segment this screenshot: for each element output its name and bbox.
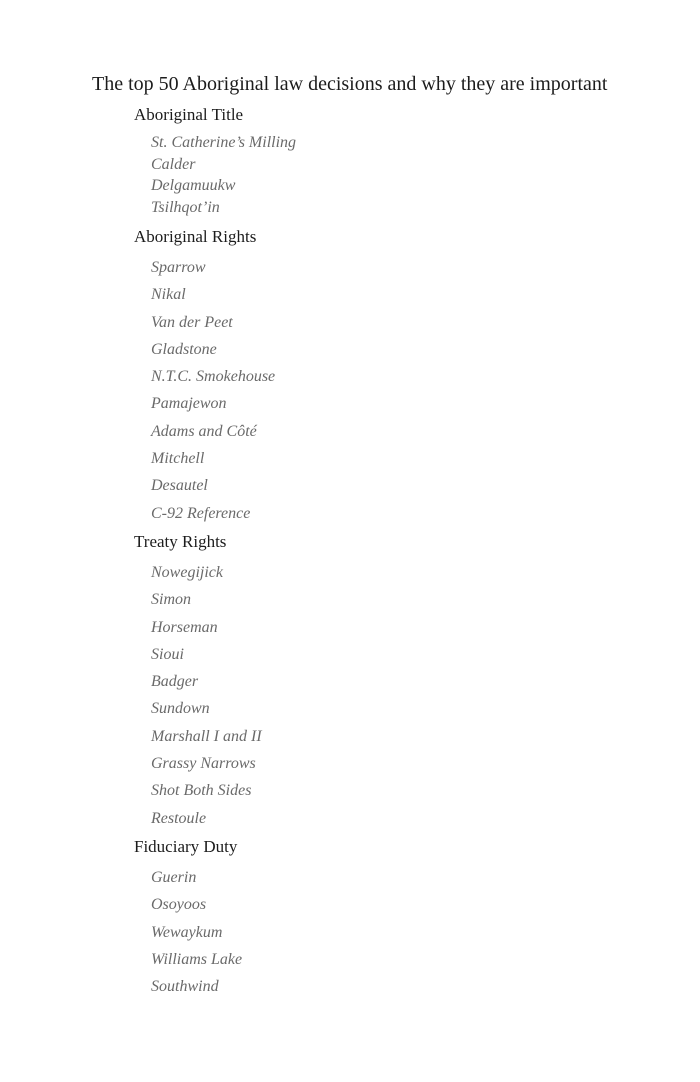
- case-item: Sundown: [151, 700, 210, 718]
- case-item: Sparrow: [151, 259, 206, 276]
- case-item: C-92 Reference: [151, 504, 251, 522]
- case-list: [134, 254, 275, 527]
- case-item: Shot Both Sides: [151, 782, 252, 800]
- case-item: Tsilhqot’in: [151, 198, 220, 216]
- case-item: Southwind: [151, 978, 219, 996]
- case-list: [134, 559, 262, 832]
- case-item: Delgamuukw: [151, 177, 236, 194]
- case-item: Nowegijick: [151, 564, 223, 581]
- case-item: Nikal: [151, 286, 186, 304]
- case-item: Wewaykum: [151, 923, 223, 941]
- section-aboriginal-title: [134, 104, 296, 218]
- section-heading: Aboriginal Title: [134, 105, 244, 124]
- case-item: Desautel: [151, 477, 208, 495]
- case-item: Horseman: [151, 618, 218, 636]
- section-heading: Treaty Rights: [134, 532, 227, 551]
- case-item: Guerin: [151, 869, 197, 886]
- section-treaty-rights: [134, 531, 262, 832]
- case-item: St. Catherine’s Milling: [151, 134, 297, 151]
- section-heading: Fiduciary Duty: [134, 837, 238, 856]
- case-item: Osoyoos: [151, 896, 207, 914]
- case-item: Van der Peet: [151, 313, 233, 331]
- case-item: Grassy Narrows: [151, 755, 256, 773]
- case-item: Mitchell: [151, 450, 205, 468]
- section-aboriginal-rights: [134, 226, 275, 527]
- section-fiduciary-duty: [134, 836, 242, 1000]
- page-title: The top 50 Aboriginal law decisions and why they are important: [92, 73, 608, 95]
- case-item: N.T.C. Smokehouse: [151, 368, 276, 386]
- case-item: Williams Lake: [151, 950, 243, 968]
- case-list: [134, 864, 242, 1000]
- case-item: Marshall I and II: [151, 727, 262, 745]
- section-heading: Aboriginal Rights: [134, 227, 257, 246]
- case-item: Calder: [151, 155, 196, 173]
- case-list: [134, 132, 296, 218]
- case-item: Sioui: [151, 645, 184, 663]
- case-item: Gladstone: [151, 340, 217, 358]
- case-item: Badger: [151, 673, 199, 691]
- case-item: Adams and Côté: [151, 422, 257, 440]
- case-item: Restoule: [151, 809, 207, 827]
- case-item: Pamajewon: [151, 395, 227, 413]
- case-item: Simon: [151, 591, 191, 609]
